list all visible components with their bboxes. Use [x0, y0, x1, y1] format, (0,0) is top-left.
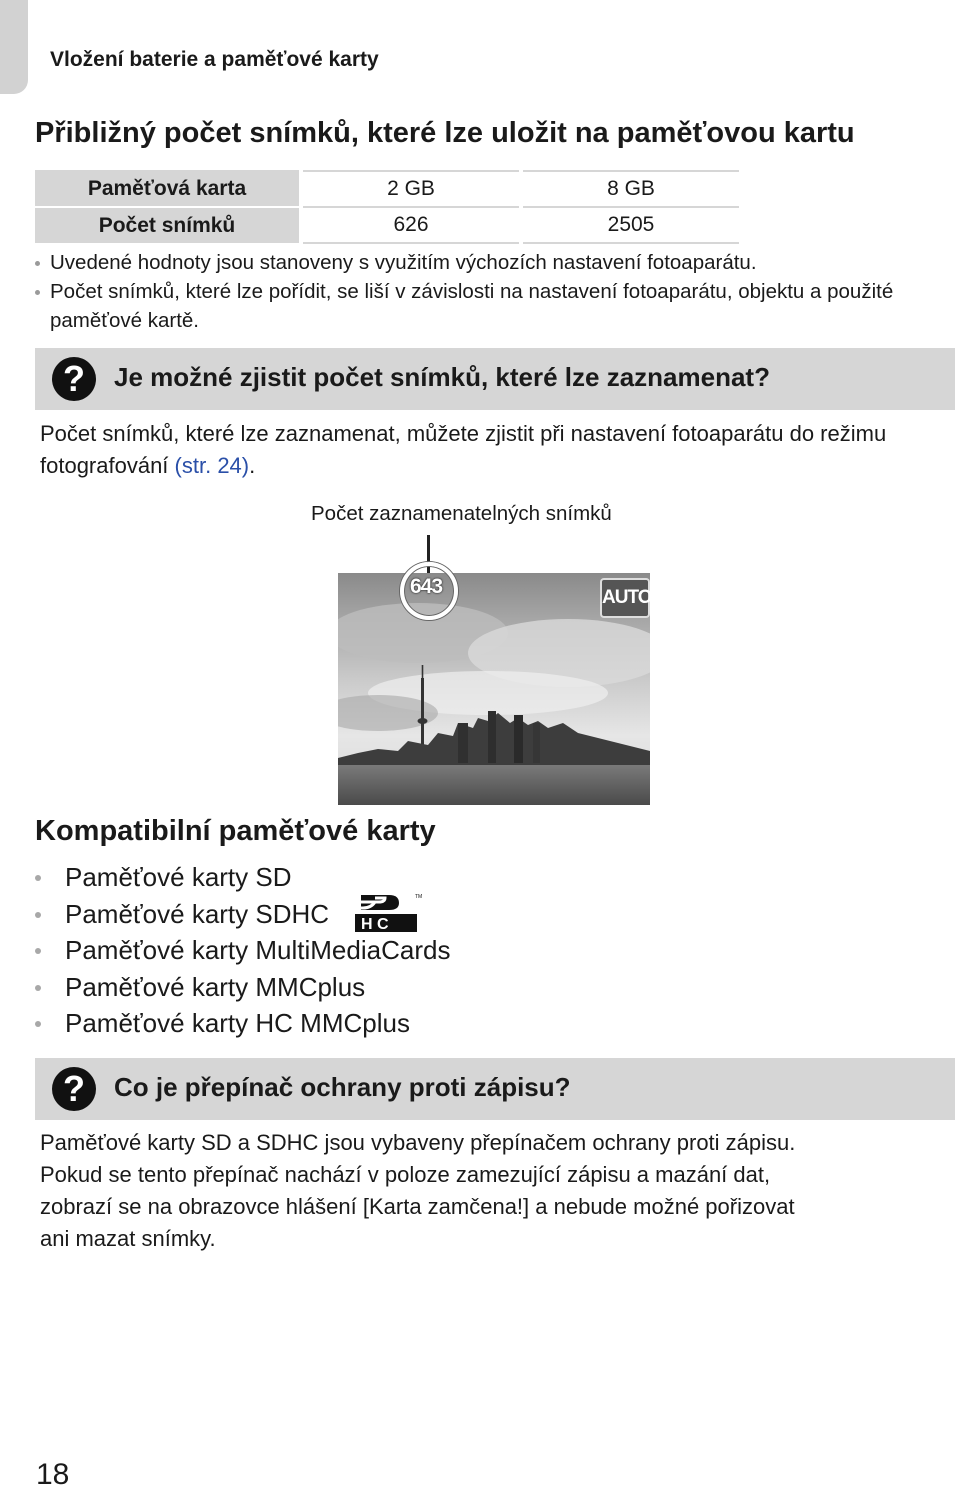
faq-answer: [40, 418, 940, 482]
page-title: Přibližný počet snímků, které lze uložit na paměťovou kartu: [35, 117, 855, 149]
capacity-table: [35, 170, 739, 244]
faq-title: Je možné zjistit počet snímků, které lze zaznamenat?: [114, 362, 770, 392]
faq-answer: [40, 1127, 940, 1255]
shots-remaining-value: 643: [410, 575, 443, 598]
faq-title: Co je přepínač ochrany proti zápisu?: [114, 1072, 571, 1102]
table-row-header: Počet snímků: [35, 207, 301, 243]
faq-answer-line: Paměťové karty SD a SDHC jsou vybaveny přepínačem ochrany proti zápisu.: [40, 1130, 796, 1155]
page-number: 18: [36, 1458, 70, 1491]
table-cell: 8 GB: [521, 171, 739, 207]
figure-caption: Počet zaznamenatelných snímků: [311, 502, 612, 525]
list-item: Paměťové karty SD: [35, 860, 450, 897]
list-item: Paměťové karty HC MMCplus: [35, 1006, 450, 1043]
compatible-cards-list: [35, 860, 450, 1043]
question-icon: ?: [52, 1067, 96, 1111]
auto-mode-icon: AUTO: [600, 578, 650, 618]
section-header: Vložení baterie a paměťové karty: [50, 48, 379, 71]
faq-answer-line: ani mazat snímky.: [40, 1226, 216, 1251]
question-icon: ?: [52, 357, 96, 401]
chapter-tab: [0, 0, 28, 94]
page-reference-link[interactable]: (str. 24): [174, 453, 250, 478]
table-row: [35, 171, 739, 207]
svg-text:TM: TM: [415, 894, 423, 900]
faq-bar-record-count: [35, 348, 955, 410]
note-item: Uvedené hodnoty jsou stanoveny s využitím výchozích nastavení fotoaparátu.: [35, 248, 935, 277]
notes-list: [35, 248, 935, 335]
svg-text:H C: H C: [361, 916, 389, 933]
table-cell: 2505: [521, 207, 739, 243]
list-item: Paměťové karty MultiMediaCards: [35, 933, 450, 970]
sdhc-logo-icon: [353, 892, 423, 934]
note-item: Počet snímků, které lze pořídit, se liší v závislosti na nastavení fotoaparátu, objektu a použité paměťové kartě.: [35, 277, 935, 335]
compatible-cards-title: Kompatibilní paměťové karty: [35, 815, 436, 847]
table-row: [35, 207, 739, 243]
faq-answer-line: Pokud se tento přepínač nachází v poloze zamezující zápisu a mazání dat,: [40, 1162, 771, 1187]
list-item: Paměťové karty MMCplus: [35, 970, 450, 1007]
faq-answer-text: Počet snímků, které lze zaznamenat, můžete zjistit při nastavení fotoaparátu do režimu fotografování: [40, 421, 887, 478]
faq-answer-end: .: [249, 453, 256, 478]
faq-bar-write-protect: [35, 1058, 955, 1120]
table-row-header: Paměťová karta: [35, 171, 301, 207]
list-item: Paměťové karty SDHC: [35, 897, 450, 934]
table-cell: 2 GB: [301, 171, 521, 207]
table-cell: 626: [301, 207, 521, 243]
faq-answer-line: zobrazí se na obrazovce hlášení [Karta zamčena!] a nebude možné pořizovat: [40, 1194, 795, 1219]
